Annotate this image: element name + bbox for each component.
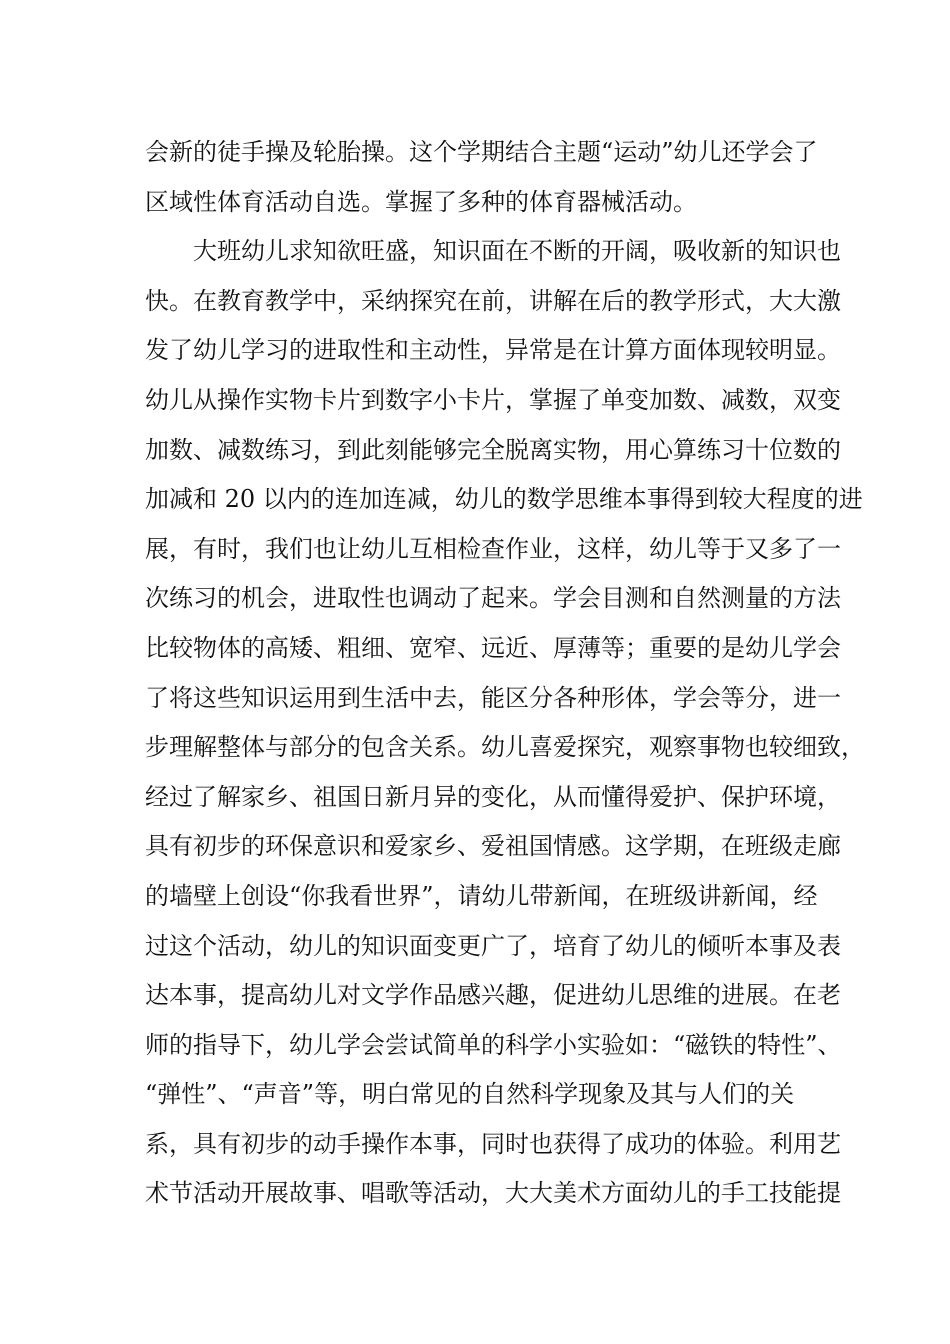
paragraph-start-line: 大班幼儿求知欲旺盛，知识面在不断的开阔，吸收新的知识也 xyxy=(193,237,841,266)
text-line: 加减和 20 以内的连加连减，幼儿的数学思维本事得到较大程度的进 xyxy=(145,485,863,514)
text-line: 步理解整体与部分的包含关系。幼儿喜爱探究，观察事物也较细致， xyxy=(145,733,865,762)
text-line: 区域性体育活动自选。掌握了多种的体育器械活动。 xyxy=(145,187,697,216)
text-line: 会新的徒手操及轮胎操。这个学期结合主题“运动”幼儿还学会了 xyxy=(145,138,818,166)
text-line: 快。在教育教学中，采纳探究在前，讲解在后的教学形式，大大激 xyxy=(145,286,841,315)
text-line: 加数、减数练习，到此刻能够完全脱离实物，用心算练习十位数的 xyxy=(145,435,841,464)
text-line: 次练习的机会，进取性也调动了起来。学会目测和自然测量的方法 xyxy=(145,584,841,613)
text-line: 经过了解家乡、祖国日新月异的变化，从而懂得爱护、保护环境， xyxy=(145,782,841,811)
text-line: 系，具有初步的动手操作本事，同时也获得了成功的体验。利用艺 xyxy=(145,1129,841,1158)
body-text xyxy=(145,128,865,1219)
text-line: 具有初步的环保意识和爱家乡、爱祖国情感。这学期，在班级走廊 xyxy=(145,832,841,861)
text-line: 展，有时，我们也让幼儿互相检查作业，这样，幼儿等于又多了一 xyxy=(145,534,841,563)
text-line: 过这个活动，幼儿的知识面变更广了，培育了幼儿的倾听本事及表 xyxy=(145,931,841,960)
text-line: 了将这些知识运用到生活中去，能区分各种形体，学会等分，进一 xyxy=(145,683,841,712)
text-line: 的墙壁上创设“你我看世界”，请幼儿带新闻，在班级讲新闻，经 xyxy=(145,881,818,910)
text-line: 幼儿从操作实物卡片到数字小卡片，掌握了单变加数、减数，双变 xyxy=(145,385,841,414)
text-line: 师的指导下，幼儿学会尝试简单的科学小实验如：“磁铁的特性”、 xyxy=(145,1030,842,1059)
text-line: 发了幼儿学习的进取性和主动性，异常是在计算方面体现较明显。 xyxy=(145,336,841,365)
text-line: 术节活动开展故事、唱歌等活动，大大美术方面幼儿的手工技能提 xyxy=(145,1179,841,1208)
text-line: “弹性”、“声音”等，明白常见的自然科学现象及其与人们的关 xyxy=(145,1080,795,1109)
text-line: 达本事，提高幼儿对文学作品感兴趣，促进幼儿思维的进展。在老 xyxy=(145,981,841,1010)
text-line: 比较物体的高矮、粗细、宽窄、远近、厚薄等；重要的是幼儿学会 xyxy=(145,633,841,662)
